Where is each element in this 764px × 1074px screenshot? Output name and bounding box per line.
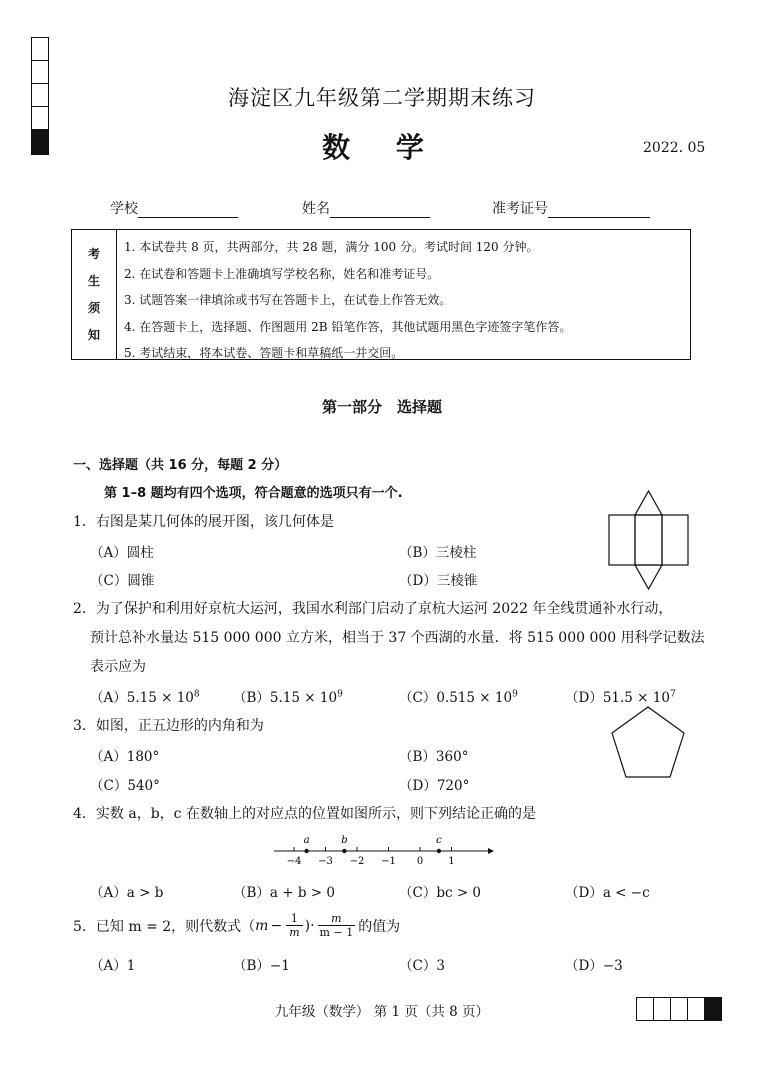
q1-option-a[interactable]: （A）圆柱 <box>90 545 154 561</box>
exam-no-label: 准考证号 <box>492 201 548 217</box>
part-title: 第一部分 选择题 <box>321 398 442 416</box>
number-line-tick-label: −3 <box>318 856 333 867</box>
page-box <box>636 997 654 1021</box>
binding-box <box>31 60 49 84</box>
number-line-tick-label: −4 <box>286 856 302 867</box>
number-line-point-label: c <box>436 835 442 846</box>
q1-stem: 1．右图是某几何体的展开图，该几何体是 <box>73 514 334 530</box>
page-marks <box>637 997 722 1021</box>
page-footer: 九年级（数学） 第 1 页（共 8 页） <box>274 1004 490 1020</box>
q5-fraction-1: $\frac{1}{m}$ <box>286 912 302 939</box>
notice-item: 5. 考试结束，将本试卷、答题卡和草稿纸一并交回。 <box>124 346 404 360</box>
q2-stem-line-1: 2．为了保护和利用好京杭大运河，我国水利部门启动了京杭大运河 2022 年全线贯通补水行动， <box>73 601 673 617</box>
name-field[interactable] <box>302 198 430 218</box>
q4-option-c[interactable]: （C）bc > 0 <box>399 885 482 901</box>
section-note: 第 1–8 题均有四个选项，符合题意的选项只有一个. <box>104 486 403 501</box>
page-box-filled <box>704 997 722 1021</box>
q5-stem: 5．已知 m = 2，则代数式（ m − $\frac{1}{m}$ )· m m − 1 的值为 <box>73 912 401 939</box>
binding-box <box>31 37 49 61</box>
notice-items <box>124 234 571 367</box>
page-box <box>653 997 671 1021</box>
number-line-tick-label: −2 <box>349 856 365 867</box>
name-label: 姓名 <box>302 201 330 217</box>
q4-option-b[interactable]: （B）a + b > 0 <box>233 885 335 901</box>
q2-option-a[interactable]: $(A)5.15 \times 10^8$ <box>90 689 200 706</box>
q5-option-a[interactable]: （A）1 <box>90 958 136 974</box>
number-line-point-c <box>437 849 441 853</box>
q1-option-d[interactable]: （D）三棱锥 <box>399 573 478 589</box>
q1-option-c[interactable]: （C）圆锥 <box>90 573 155 589</box>
section-title: 一、选择题（共 16 分，每题 2 分） <box>73 458 288 473</box>
q3-option-b[interactable]: （B）360° <box>399 749 469 765</box>
q4-stem: 4．实数 a，b，c 在数轴上的对应点的位置如图所示，则下列结论正确的是 <box>73 806 536 822</box>
q5-fraction-2: m m − 1 <box>319 912 354 939</box>
subject-title: 数 学 <box>322 131 442 164</box>
q2-option-b[interactable]: $(B)5.15 \times 10^9$ <box>233 689 343 706</box>
q5-option-b[interactable]: （B）−1 <box>233 958 290 974</box>
q3-stem: 3．如图，正五边形的内角和为 <box>73 718 264 734</box>
prism-net-figure <box>606 488 692 592</box>
q3-option-a[interactable]: （A）180° <box>90 749 160 765</box>
number-line-point-b <box>342 849 346 853</box>
q5-option-c[interactable]: （C）3 <box>399 958 445 974</box>
q2-option-c[interactable]: $(C)0.515 \times 10^9$ <box>399 689 518 706</box>
school-label: 学校 <box>110 201 138 217</box>
number-line-figure <box>270 832 496 872</box>
q2-option-d[interactable]: $(D)51.5 \times 10^7$ <box>565 689 676 706</box>
number-line-tick-label: 1 <box>448 856 455 867</box>
page-box <box>687 997 705 1021</box>
notice-item: 3. 试题答案一律填涂或书写在答题卡上，在试卷上作答无效。 <box>124 293 452 307</box>
school-field[interactable] <box>110 198 238 218</box>
candidate-notice <box>71 229 691 360</box>
notice-label: 考 生 须 知 <box>72 230 117 359</box>
q2-stem-line-3: 表示应为 <box>90 659 146 675</box>
number-line-point-label: b <box>341 835 348 846</box>
name-blank[interactable] <box>330 203 430 218</box>
number-line-tick-label: 0 <box>416 856 424 867</box>
number-line-point-label: a <box>303 835 310 846</box>
q5-option-d[interactable]: （D）−3 <box>565 958 623 974</box>
page-box <box>670 997 688 1021</box>
q3-option-d[interactable]: （D）720° <box>399 778 470 794</box>
q2-stem-line-2: 预计总补水量达 515 000 000 立方米，相当于 37 个西湖的水量．将 515 000 000 用科学记数法 <box>90 630 705 646</box>
q4-option-a[interactable]: （A）a > b <box>90 885 164 901</box>
q1-option-b[interactable]: （B）三棱柱 <box>399 545 477 561</box>
pentagon-figure <box>608 702 688 782</box>
school-blank[interactable] <box>138 203 238 218</box>
q3-option-c[interactable]: （C）540° <box>90 778 160 794</box>
number-line-tick-label: −1 <box>381 856 396 867</box>
exam-no-blank[interactable] <box>548 203 650 218</box>
notice-item: 4. 在答题卡上，选择题、作图题用 2B 铅笔作答，其他试题用黑色字迹签字笔作答。 <box>124 319 572 334</box>
notice-item: 1. 本试卷共 8 页，共两部分，共 28 题，满分 100 分。考试时间 120 分钟。 <box>124 240 539 254</box>
exam-date: 2022. 05 <box>643 140 706 156</box>
notice-item: 2. 在试卷和答题卡上准确填写学校名称，姓名和准考证号。 <box>124 266 440 281</box>
number-line-arrow <box>488 848 494 854</box>
number-line-point-a <box>304 849 308 853</box>
q4-option-d[interactable]: （D）a < −c <box>565 885 650 901</box>
exam-title: 海淀区九年级第二学期期末练习 <box>228 86 536 110</box>
exam-no-field[interactable] <box>492 198 650 218</box>
